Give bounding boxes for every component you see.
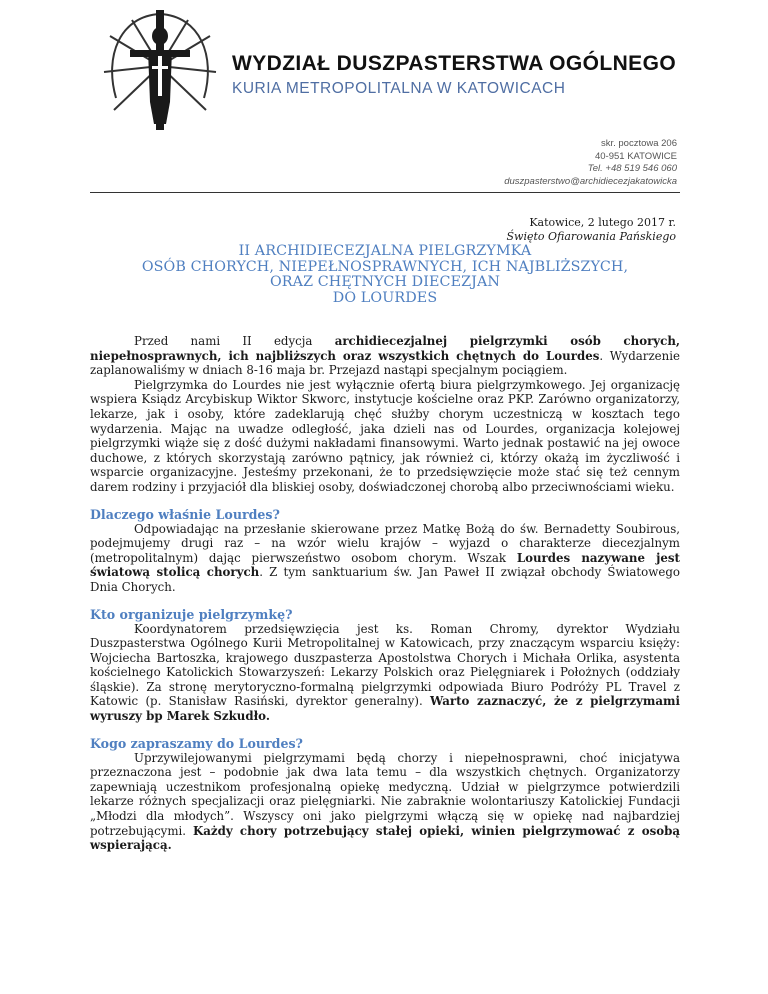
document-title <box>90 244 680 306</box>
section-paragraph-why-lourdes <box>90 522 680 595</box>
contact-po-box: skr. pocztowa 206 <box>600 138 677 149</box>
intro-text-end: . Wydarzenie zaplanowaliśmy w dniach 8-16 maja br. Przejazd nastąpi specjalnym pociągiem. <box>90 348 680 378</box>
section-heading-why-lourdes: Dlaczego właśnie Lourdes? <box>90 506 280 522</box>
section-emphasis: Lourdes nazywane jest światową stolicą chorych <box>90 550 680 580</box>
crucifix-wheel-icon <box>100 6 220 134</box>
letterhead <box>232 52 680 98</box>
section-text-end: . Z tym sanktuarium św. Jan Paweł II związał obchody Światowego Dnia Chorych. <box>90 565 680 594</box>
document-title-line-1: II ARCHIDIECEZJALNA PIELGRZYMKA <box>238 243 532 259</box>
contact-postal: 40-951 KATOWICE <box>594 150 677 162</box>
intro-paragraph-2: Pielgrzymka do Lourdes nie jest wyłącznie ofertą biura pielgrzymkowego. Jej organizację wspiera Ksiądz Arcybiskup Wiktor Skworc, instytucje kościelne oraz PKP. Zarówno organizatorzy, lekarze, jak i osoby, które zadeklarują chęć służby chorym uczestniczą w kosztach tego wydarzenia. Mając na uwadze odległość, jaka dzieli nas od Lourdes, organizacja kolejowej pielgrzymki wiąże się z dość dużymi nakładami finansowymi. Warto jednak postawić na jej owoce duchowe, z których skorzystają zarówno pątnicy, jak również ci, którzy okażą im życzliwość i wsparcie organizacyjne. Jesteśmy przekonani, że to przedsięwzięcie może stać się też cennym darem rodziny i przyjaciół dla bliskiej osoby, doświadczonej chorobą albo przeciwnościami wieku. <box>90 377 680 494</box>
document-title-line-2: OSÓB CHORYCH, NIEPEŁNOSPRAWNYCH, ICH NAJBLIŻSZYCH, <box>141 258 629 275</box>
document-title-line-4: DO LOURDES <box>332 289 438 306</box>
document-title-line-3: ORAZ CHĘTNYCH DIECEZJAN <box>269 274 501 290</box>
section-text: Koordynatorem przedsięwzięcia jest ks. Roman Chromy, dyrektor Wydziału Duszpasterstwa Ogólnego Kurii Metropolitalnej w Katowicach, przy znaczącym wsparciu księży: Wojciecha Bartoszka, krajowego duszpasterza Apostolstwa Chorych i Michała Orlika, asystenta kościelnego Katolickich Stowarzyszeń: Lekarzy Polskich oraz Pielęgniarek i Położnych (oddziały śląskie). Za stronę merytoryczno-formalną pielgrzymki odpowiada Biuro Podróży PL Travel z Katowic (p. Stanisław Rasiński, dyrektor generalny). <box>90 621 680 709</box>
section-paragraph-organizers <box>90 622 680 724</box>
intro-paragraph-1 <box>90 334 680 378</box>
intro-text: Przed nami II edycja <box>134 334 335 348</box>
section-emphasis: Warto zaznaczyć, że z pielgrzymami wyruszy bp Marek Szkudło. <box>90 694 680 724</box>
section-emphasis: Każdy chory potrzebujący stałej opieki, winien pielgrzymować z osobą wspierającą. <box>90 823 680 853</box>
section-heading-who-invited: Kogo zapraszamy do Lourdes? <box>90 735 303 751</box>
section-text: Odpowiadając na przesłanie skierowane przez Matkę Bożą do św. Bernadetty Soubirous, podejmujemy drugi raz – na wzór wielu krajów – wyjazd o charakterze diecezjalnym (metropolitalnym) dając pierwszeństwo osobom chorym. Wszak <box>90 521 680 565</box>
section-paragraph-who-invited <box>90 751 680 853</box>
contact-phone: Tel. +48 519 546 060 <box>587 163 677 175</box>
section-text: Uprzywilejowanymi pielgrzymami będą chorzy i niepełnosprawni, choć inicjatywa przeznaczona jest – podobnie jak dwa lata temu – dla wszystkich chętnych. Organizatorzy zapewniają uczestnikom profesjonalną opiekę medyczną. Udział w pielgrzymce potwierdzili lekarze różnych specjalizacji oraz pielęgniarki. Nie zabraknie wolontariuszy Katolickiej Fundacji „Młodzi dla młodych”. Wszyscy oni jako pielgrzymi włączą się w opiekę nad najbardziej potrzebującymi. <box>90 750 680 838</box>
organization-title: WYDZIAŁ DUSZPASTERSTWA OGÓLNEGO <box>232 52 677 75</box>
contact-email: duszpasterstwo@archidiecezjakatowicka <box>504 175 677 187</box>
intro-emphasis: archidiecezjalnej pielgrzymki osób chorych, niepełnosprawnych, ich najbliższych oraz wszystkich chętnych do Lourdes <box>90 334 681 363</box>
feast-name: Święto Ofiarowania Pańskiego <box>506 230 676 243</box>
letter-body <box>90 334 680 853</box>
contact-block <box>504 138 677 188</box>
date-block <box>507 216 677 244</box>
place-date: Katowice, 2 lutego 2017 r. <box>529 216 676 229</box>
header-divider <box>90 192 680 193</box>
section-heading-organizers: Kto organizuje pielgrzymkę? <box>90 606 293 622</box>
organization-subtitle: KURIA METROPOLITALNA W KATOWICACH <box>232 80 566 97</box>
